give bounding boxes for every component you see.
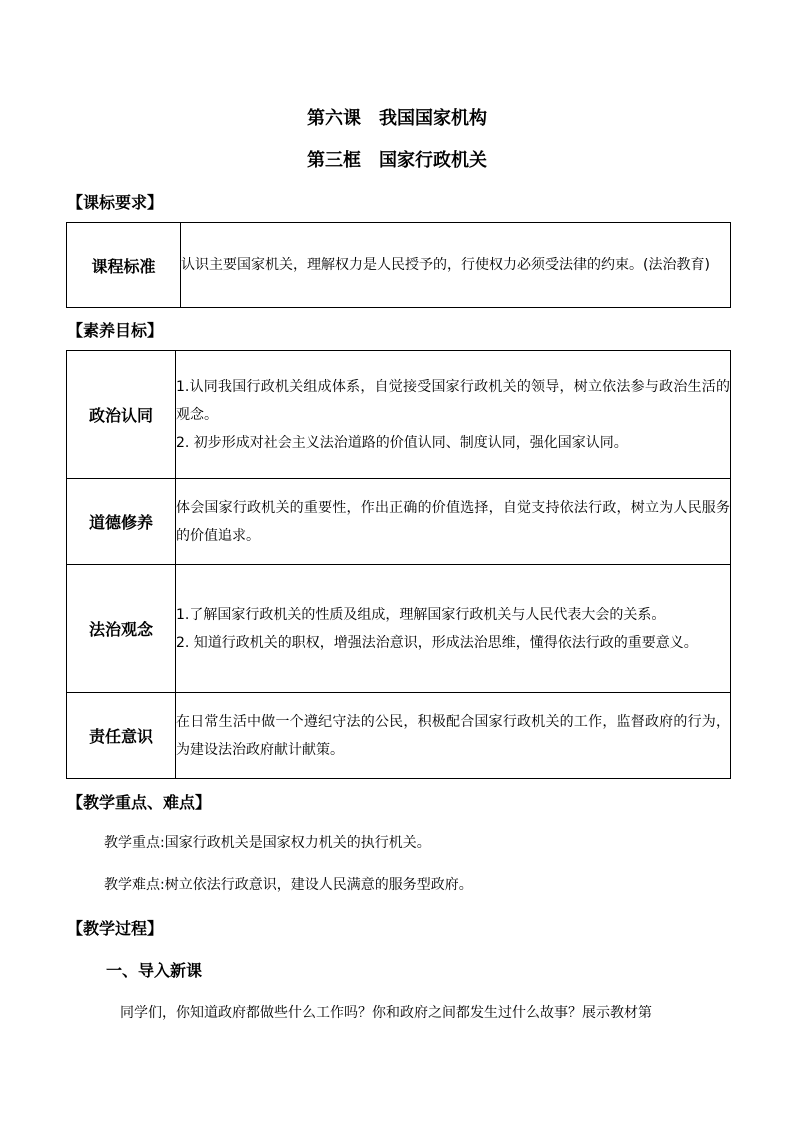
literacy-table xyxy=(66,350,731,779)
literacy-label-law: 法治观念 xyxy=(67,565,176,693)
literacy-row-political xyxy=(67,351,731,479)
literacy-row-law xyxy=(67,565,731,693)
literacy-content-political xyxy=(176,351,731,479)
teaching-focus: 教学重点:国家行政机关是国家权力机关的执行机关。 xyxy=(104,835,431,851)
literacy-content-law xyxy=(176,565,731,693)
literacy-content-moral xyxy=(176,479,731,565)
literacy-paragraph: 1.了解国家行政机关的性质及组成，理解国家行政机关与人民代表大会的关系。 xyxy=(176,606,666,623)
curriculum-label: 课程标准 xyxy=(67,223,181,308)
literacy-paragraph: 2. 知道行政机关的职权，增强法治意识，形成法治思维，懂得依法行政的重要意义。 xyxy=(176,634,698,651)
lesson-subtitle: 第三框 国家行政机关 xyxy=(307,150,487,171)
intro-subheading: 一、导入新课 xyxy=(106,961,203,980)
literacy-label-moral: 道德修养 xyxy=(67,479,176,565)
literacy-content-responsibility xyxy=(176,693,731,779)
teaching-difficulty: 教学难点:树立依法行政意识，建设人民满意的服务型政府。 xyxy=(104,877,473,893)
literacy-paragraph: 1.认同我国行政机关组成体系，自觉接受国家行政机关的领导，树立依法参与政治生活的观念。 xyxy=(176,378,730,423)
literacy-paragraph: 体会国家行政机关的重要性，作出正确的价值选择，自觉支持依法行政，树立为人民服务的价值追求。 xyxy=(176,499,730,544)
key-points-heading: 【教学重点、难点】 xyxy=(67,793,212,812)
lesson-title: 第六课 我国国家机构 xyxy=(307,108,487,129)
intro-paragraph: 同学们，你知道政府都做些什么工作吗？你和政府之间都发生过什么故事？展示教材第 xyxy=(120,1005,652,1021)
curriculum-paragraph: 认识主要国家机关，理解权力是人民授予的，行使权力必须受法律的约束。(法治教育) xyxy=(181,257,710,273)
literacy-row-moral xyxy=(67,479,731,565)
literacy-heading: 【素养目标】 xyxy=(67,321,164,340)
literacy-label-political: 政治认同 xyxy=(67,351,176,479)
curriculum-heading: 【课标要求】 xyxy=(67,193,164,212)
curriculum-row xyxy=(67,223,731,308)
curriculum-table xyxy=(66,222,731,308)
process-heading: 【教学过程】 xyxy=(67,919,164,938)
literacy-paragraph: 在日常生活中做一个遵纪守法的公民，积极配合国家行政机关的工作，监督政府的行为，为建设法治政府献计献策。 xyxy=(176,713,730,758)
literacy-label-responsibility: 责任意识 xyxy=(67,693,176,779)
literacy-row-responsibility xyxy=(67,693,731,779)
curriculum-text xyxy=(181,223,731,308)
literacy-paragraph: 2. 初步形成对社会主义法治道路的价值认同、制度认同，强化国家认同。 xyxy=(176,434,628,451)
